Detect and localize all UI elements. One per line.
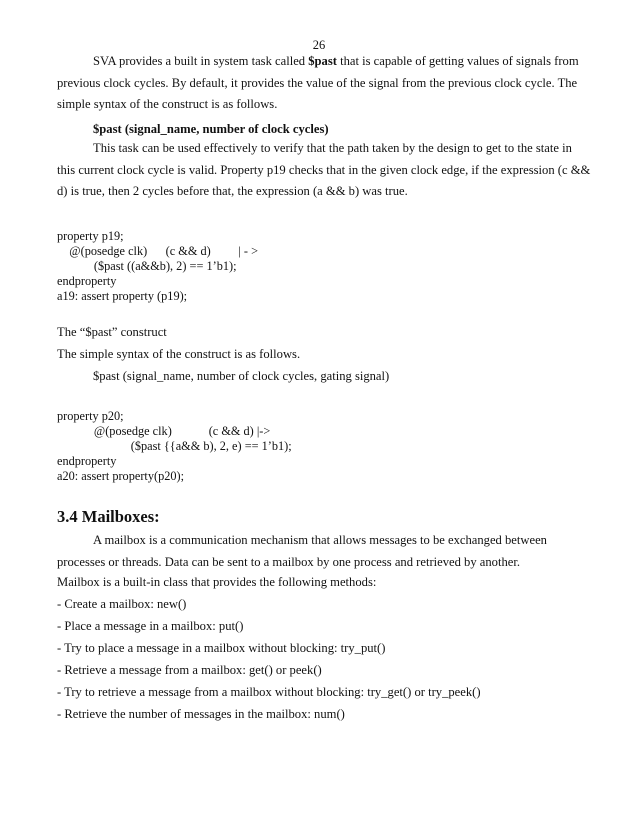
list-item: - Retrieve a message from a mailbox: get() or peek() [57, 663, 322, 677]
list-item: - Place a message in a mailbox: put() [57, 619, 244, 633]
code-line: a19: assert property (p19); [57, 289, 188, 303]
past-syntax-basic: $past (signal_name, number of clock cycles) [93, 122, 329, 136]
intro-text-before: SVA provides a built in system task called [93, 54, 309, 68]
mailbox-intro: A mailbox is a communication mechanism that allows messages to be exchanged between processes or threads. Data can be sent to a mailbox by one process and retrieved by another. [57, 533, 547, 569]
intro-text-after: that is capable of getting values of signals from previous clock cycles. By default, it provides the value of the signal from the previous clock cycle. The simple syntax of the construct is as follows. [57, 54, 579, 111]
intro-paragraph [57, 51, 592, 116]
list-item: - Try to retrieve a message from a mailbox without blocking: try_get() or try_peek() [57, 685, 481, 699]
code-line: a20: assert property(p20); [57, 469, 185, 483]
list-item: - Try to place a message in a mailbox without blocking: try_put() [57, 641, 386, 655]
construct-title: The “$past” construct [57, 325, 167, 339]
code-line: endproperty [57, 454, 117, 468]
code-line: @(posedge clk) (c && d) |-> [57, 424, 271, 438]
code-line: property p19; [57, 229, 124, 243]
section-heading: 3.4 Mailboxes: [57, 507, 160, 526]
code-line: endproperty [57, 274, 117, 288]
code-line: ($past ((a&&b), 2) == 1’b1); [57, 259, 237, 273]
code-line: ($past {{a&& b), 2, e) == 1’b1); [57, 439, 292, 453]
syntax-intro: The simple syntax of the construct is as follows. [57, 347, 301, 361]
mailbox-methods-intro: Mailbox is a built-in class that provides the following methods: [57, 575, 377, 589]
code-line: @(posedge clk) (c && d) | - > [57, 244, 259, 258]
intro-keyword: $past [308, 54, 337, 68]
list-item: - Create a mailbox: new() [57, 597, 187, 611]
description-paragraph: This task can be used effectively to verify that the path taken by the design to get to the state in this current clock cycle is valid. Property p19 checks that in the given clock edge, if the expression (c && d) is true, then 2 cycles before that, the expression (a && b) was true. [57, 141, 591, 198]
list-item: - Retrieve the number of messages in the mailbox: num() [57, 707, 345, 721]
code-line: property p20; [57, 409, 124, 423]
page-number: 26 [312, 38, 326, 52]
past-syntax-gated: $past (signal_name, number of clock cycles, gating signal) [93, 369, 390, 383]
